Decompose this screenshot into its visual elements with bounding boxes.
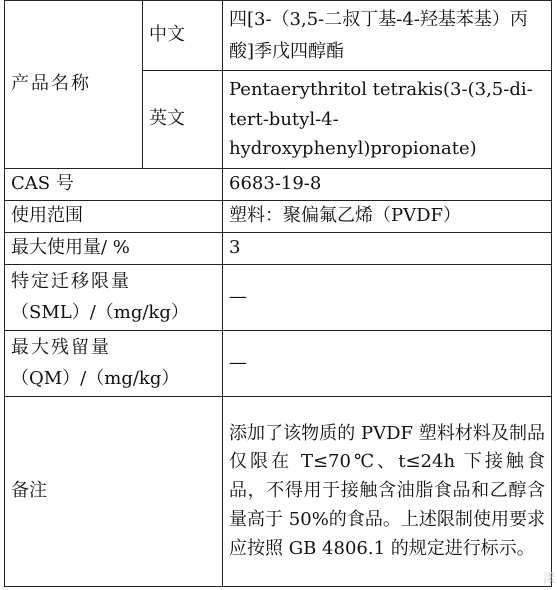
sml-label-line2: （SML）/（mg/kg） [11, 301, 189, 323]
row-usage [5, 201, 552, 233]
english-label: 英文 [143, 71, 223, 169]
row-cas [5, 169, 552, 201]
qm-label-line1: 最大残留量 [11, 336, 111, 358]
additive-spec-table [4, 0, 552, 587]
product-name-label: 产品名称 [5, 1, 143, 169]
cas-value: 6683-19-8 [223, 169, 552, 201]
qm-label [5, 331, 223, 397]
row-remarks [5, 397, 552, 587]
row-chinese-name [5, 1, 552, 71]
english-name-value: Pentaerythritol tetrakis(3-(3,5-di-tert-butyl-4-hydroxyphenyl)propionate) [223, 71, 552, 169]
watermark-glyph: 漾 [542, 571, 555, 585]
row-max-usage [5, 233, 552, 265]
remarks-label: 备注 [5, 397, 223, 587]
sml-label [5, 265, 223, 331]
max-usage-value: 3 [223, 233, 552, 265]
qm-value: — [223, 331, 552, 397]
max-usage-label: 最大使用量/ % [5, 233, 223, 265]
cas-label: CAS 号 [5, 169, 223, 201]
usage-value: 塑料：聚偏氟乙烯（PVDF） [223, 201, 552, 233]
row-qm [5, 331, 552, 397]
chinese-label: 中文 [143, 1, 223, 71]
usage-label: 使用范围 [5, 201, 223, 233]
row-sml [5, 265, 552, 331]
sml-value: — [223, 265, 552, 331]
qm-label-line2: （QM）/（mg/kg） [11, 367, 180, 389]
chinese-name-value: 四[3-（3,5-二叔丁基-4-羟基苯基）丙酸]季戊四醇酯 [223, 1, 552, 71]
sml-label-line1: 特定迁移限量 [11, 270, 131, 292]
remarks-value: 添加了该物质的 PVDF 塑料材料及制品仅限在 T≤70℃、t≤24h 下接触食品，不得用于接触含油脂食品和乙醇含量高于 50%的食品。上述限制使用要求应按照 GB 4806.1 的规定进行标示。 [223, 397, 552, 587]
